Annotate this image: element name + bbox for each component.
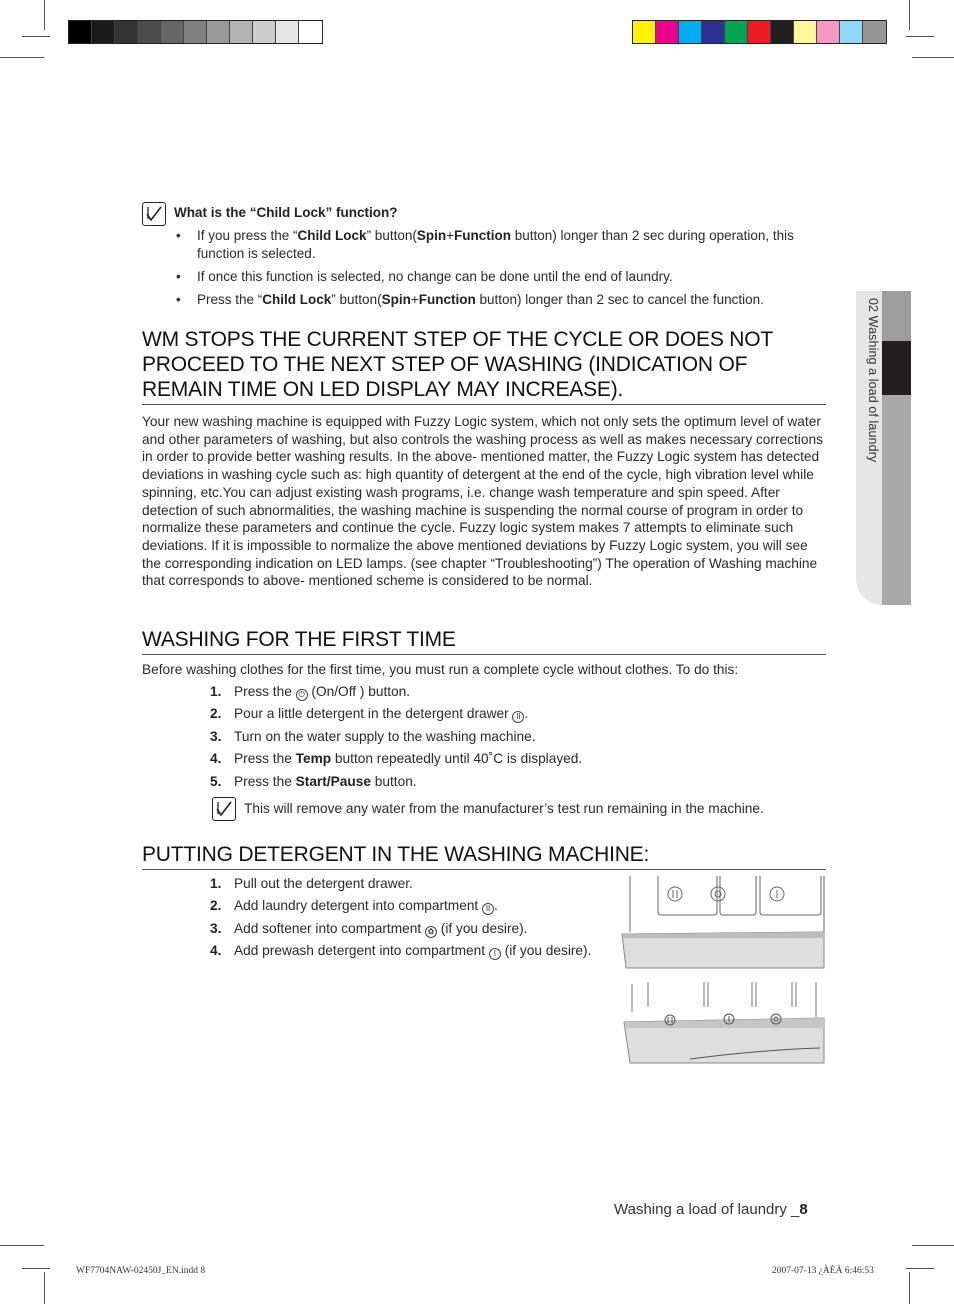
crop-mark	[906, 36, 934, 37]
color-swatch	[817, 21, 840, 43]
list-item: 4. Add prewash detergent into compartment I (if you desire).	[210, 943, 592, 959]
crop-mark	[44, 1272, 45, 1304]
side-tab-label: 02 Washing a load of laundry	[866, 298, 880, 463]
note-bullet: • Press the “Child Lock” button(Spin+Function button) longer than 2 sec to cancel the function.	[176, 291, 816, 309]
list-item: 2. Add laundry detergent into compartment II .	[210, 898, 498, 914]
color-swatch	[840, 21, 863, 43]
prewash-compartment-icon: I	[489, 948, 501, 960]
list-item: 4. Press the Temp button repeatedly until 40˚C is displayed.	[210, 751, 583, 767]
color-swatch	[679, 21, 702, 43]
color-swatch	[138, 21, 161, 43]
section-heading-detergent: PUTTING DETERGENT IN THE WASHING MACHINE:	[142, 842, 826, 870]
note-pencil-icon	[212, 797, 236, 821]
side-tab-marker	[882, 341, 911, 395]
list-item: 3. Turn on the water supply to the washing machine.	[210, 728, 536, 744]
power-icon: ⏻	[296, 689, 308, 701]
list-item: 1. Pull out the detergent drawer.	[210, 876, 413, 891]
color-swatch	[115, 21, 138, 43]
color-swatch-bar	[632, 20, 887, 44]
section-intro-first-time: Before washing clothes for the first time, you must run a complete cycle without clothes. To do this:	[142, 662, 739, 677]
color-swatch	[276, 21, 299, 43]
crop-mark	[909, 0, 910, 30]
color-swatch	[92, 21, 115, 43]
grayscale-swatch-bar	[68, 20, 323, 44]
list-item: 1. Press the ⏻ (On/Off ) button.	[210, 684, 411, 699]
note-bullet: • If once this function is selected, no change can be done until the end of laundry.	[176, 268, 816, 286]
side-tab-bar	[882, 395, 911, 605]
crop-mark	[912, 1245, 954, 1246]
print-slug-timestamp: 2007-07-13 ¿ÀÈÄ 6:46:53	[772, 1266, 874, 1276]
color-swatch	[161, 21, 184, 43]
crop-mark	[912, 57, 954, 58]
color-swatch	[748, 21, 771, 43]
note-bullet-list	[176, 227, 816, 314]
main-wash-compartment-icon: II	[482, 903, 494, 915]
crop-mark	[0, 57, 44, 58]
list-item: 3. Add softener into compartment ✿ (if you desire).	[210, 920, 528, 936]
detergent-step-list	[210, 873, 630, 963]
crop-mark	[44, 0, 45, 30]
first-time-step-list	[210, 681, 582, 793]
list-item: 5. Press the Start/Pause button.	[210, 773, 417, 789]
color-swatch	[702, 21, 725, 43]
page-number: 8	[799, 1201, 808, 1218]
note-pencil-icon	[142, 202, 166, 226]
note-title: What is the “Child Lock” function?	[174, 205, 398, 220]
color-swatch	[863, 21, 886, 43]
crop-mark	[22, 1268, 50, 1269]
detergent-drawer-illustration	[620, 872, 830, 1067]
page-footer: Washing a load of laundry _8	[614, 1201, 808, 1218]
color-swatch	[299, 21, 322, 43]
section-body-fuzzy-logic: Your new washing machine is equipped with Fuzzy Logic system, which not only sets the optimum level of water and other parameters of washing, but also controls the washing process as well as makes necessary corrections in order to provide better washing results. In the above- mentioned matter, the Fuzzy Logic system has detected deviations in washing cycle such as: high quantity of detergent at the end of the cycle, high vibration level while spinning, etc.You can adjust existing wash programs, i.e. change wash temperature and spin speed. After detection of such abnormalities, the washing machine is suspending the normal course of program in order to normalize these parameters and continue the cycle. Fuzzy logic system makes 7 attempts to eliminate such deviations. If it is impossible to normalize the above mentioned deviations by Fuzzy Logic system, you will see the corresponding indication on LED lamps. (see chapter “Troubleshooting”) The operation of Washing machine that corresponds to above- mentioned scheme is considered to be normal.	[142, 414, 823, 589]
note-bullet: • If you press the “Child Lock” button(Spin+Function button) longer than 2 sec during operation, this function is selected.	[176, 227, 816, 263]
color-swatch	[69, 21, 92, 43]
section-heading-first-time: WASHING FOR THE FIRST TIME	[142, 627, 826, 655]
softener-compartment-icon: ✿	[425, 926, 437, 938]
section-heading-cycle: WM STOPS THE CURRENT STEP OF THE CYCLE OR DOES NOT PROCEED TO THE NEXT STEP OF WASHING (INDICATION OF REMAIN TIME ON LED DISPLAY MAY INCREASE).	[142, 327, 826, 405]
crop-mark	[22, 36, 50, 37]
color-swatch	[633, 21, 656, 43]
color-swatch	[184, 21, 207, 43]
crop-mark	[0, 1245, 44, 1246]
color-swatch	[656, 21, 679, 43]
color-swatch	[253, 21, 276, 43]
first-time-note: This will remove any water from the manufacturer’s test run remaining in the machine.	[244, 801, 764, 816]
crop-mark	[906, 1268, 934, 1269]
crop-mark	[909, 1272, 910, 1304]
main-wash-compartment-icon: II	[512, 711, 524, 723]
color-swatch	[207, 21, 230, 43]
color-swatch	[794, 21, 817, 43]
color-swatch	[725, 21, 748, 43]
color-swatch	[771, 21, 794, 43]
color-swatch	[230, 21, 253, 43]
print-slug-file: WF7704NAW-02450J_EN.indd 8	[76, 1266, 206, 1276]
list-item: 2. Pour a little detergent in the detergent drawer II .	[210, 706, 529, 722]
